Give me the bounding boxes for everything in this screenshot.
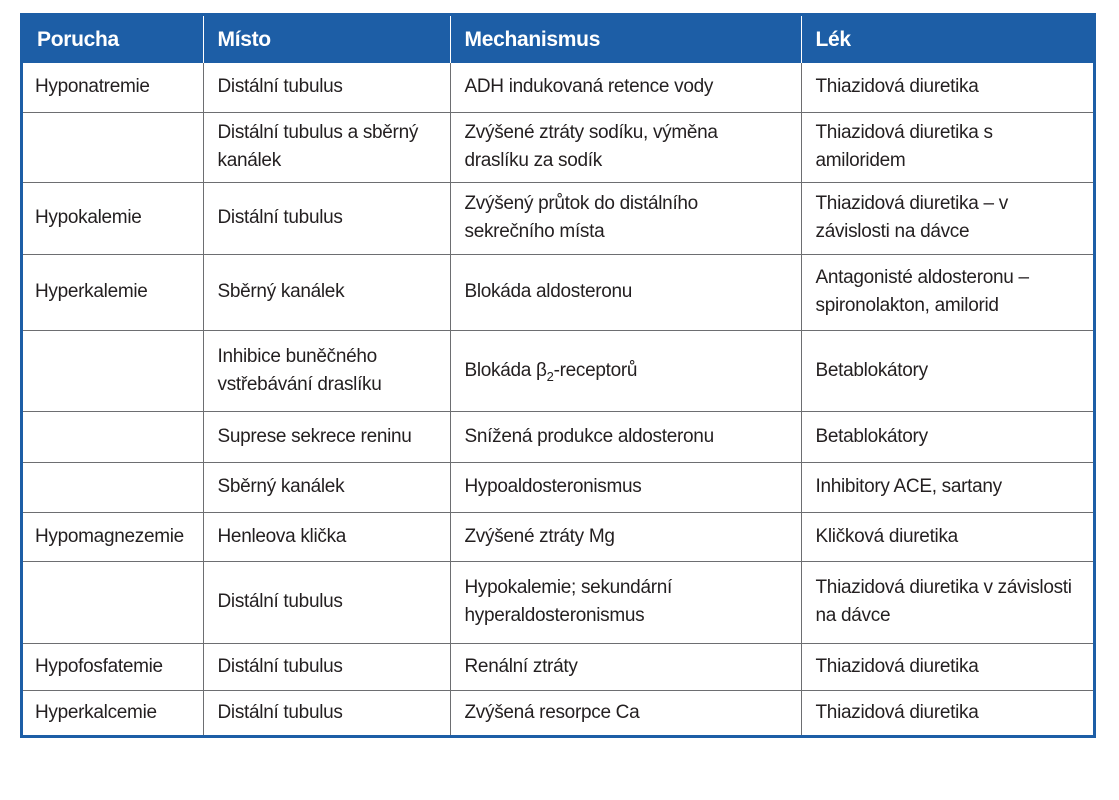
- cell-lek: Thiazidová diuretika: [801, 643, 1093, 690]
- cell-mechanismus: Zvýšený průtok do distálního sekrečního místa: [450, 182, 801, 254]
- cell-porucha: Hyperkalemie: [23, 254, 203, 330]
- cell-misto: Distální tubulus: [203, 63, 450, 112]
- cell-lek: Betablokátory: [801, 330, 1093, 411]
- cell-misto: Distální tubulus: [203, 690, 450, 735]
- header-porucha: Porucha: [23, 16, 203, 63]
- table-header: [23, 16, 1093, 63]
- cell-lek: Thiazidová diuretika v závislosti na dávce: [801, 561, 1093, 643]
- cell-mechanismus: Hypokalemie; sekundární hyperaldosteronismus: [450, 561, 801, 643]
- table-row: [23, 690, 1093, 735]
- mechanismus-text: Blokáda β: [464, 359, 547, 381]
- cell-misto: Distální tubulus: [203, 561, 450, 643]
- table-row: [23, 112, 1093, 182]
- cell-mechanismus: Zvýšená resorpce Ca: [450, 690, 801, 735]
- cell-mechanismus: ADH indukovaná retence vody: [450, 63, 801, 112]
- table-row: [23, 63, 1093, 112]
- table-row: [23, 561, 1093, 643]
- table-row: [23, 643, 1093, 690]
- table-row: [23, 182, 1093, 254]
- cell-porucha: Hypofosfatemie: [23, 643, 203, 690]
- cell-misto: Henleova klička: [203, 512, 450, 561]
- cell-lek: Betablokátory: [801, 411, 1093, 462]
- cell-mechanismus: Zvýšené ztráty Mg: [450, 512, 801, 561]
- cell-misto: Distální tubulus a sběrný kanálek: [203, 112, 450, 182]
- cell-mechanismus: Blokáda aldosteronu: [450, 254, 801, 330]
- table-row: [23, 254, 1093, 330]
- cell-lek: Thiazidová diuretika s amiloridem: [801, 112, 1093, 182]
- cell-lek: Thiazidová diuretika: [801, 63, 1093, 112]
- cell-misto: Sběrný kanálek: [203, 462, 450, 512]
- cell-lek: Inhibitory ACE, sartany: [801, 462, 1093, 512]
- table-row: [23, 330, 1093, 411]
- cell-porucha: Hyponatremie: [35, 76, 150, 98]
- drug-disorder-table: [20, 13, 1096, 738]
- cell-misto: Inhibice buněčného vstřebávání draslíku: [203, 330, 450, 411]
- mechanismus-suffix: -receptorů: [553, 359, 638, 381]
- cell-porucha: [23, 561, 203, 643]
- table-row: [23, 512, 1093, 561]
- subscript: 2: [546, 368, 554, 384]
- cell-misto: Sběrný kanálek: [203, 254, 450, 330]
- cell-porucha: [23, 112, 203, 182]
- cell-misto: Distální tubulus: [203, 643, 450, 690]
- cell-lek: Thiazidová diuretika – v závislosti na dávce: [801, 182, 1093, 254]
- cell-porucha: Hypomagnezemie: [23, 512, 203, 561]
- cell-lek: Antagonisté aldosteronu – spironolakton, amilorid: [801, 254, 1093, 330]
- cell-porucha: [23, 411, 203, 462]
- cell-mechanismus: Hypoaldosteronismus: [450, 462, 801, 512]
- cell-misto: Suprese sekrece reninu: [203, 411, 450, 462]
- cell-lek: Thiazidová diuretika: [801, 690, 1093, 735]
- cell-mechanismus: [450, 330, 801, 411]
- table-row: [23, 411, 1093, 462]
- header-misto: Místo: [203, 16, 450, 63]
- cell-porucha: [23, 330, 203, 411]
- header-row: [23, 16, 1093, 63]
- cell-mechanismus: Renální ztráty: [450, 643, 801, 690]
- cell-lek: Kličková diuretika: [801, 512, 1093, 561]
- cell-porucha: [23, 462, 203, 512]
- header-mechanismus: Mechanismus: [450, 16, 801, 63]
- cell-mechanismus: Snížená produkce aldosteronu: [450, 411, 801, 462]
- cell-mechanismus: Zvýšené ztráty sodíku, výměna draslíku za sodík: [450, 112, 801, 182]
- table-row: [23, 462, 1093, 512]
- cell-misto: Distální tubulus: [203, 182, 450, 254]
- cell-porucha: Hyperkalcemie: [23, 690, 203, 735]
- header-lek: Lék: [801, 16, 1093, 63]
- table-body: [23, 63, 1093, 735]
- cell-porucha: Hypokalemie: [23, 182, 203, 254]
- table: [23, 16, 1093, 735]
